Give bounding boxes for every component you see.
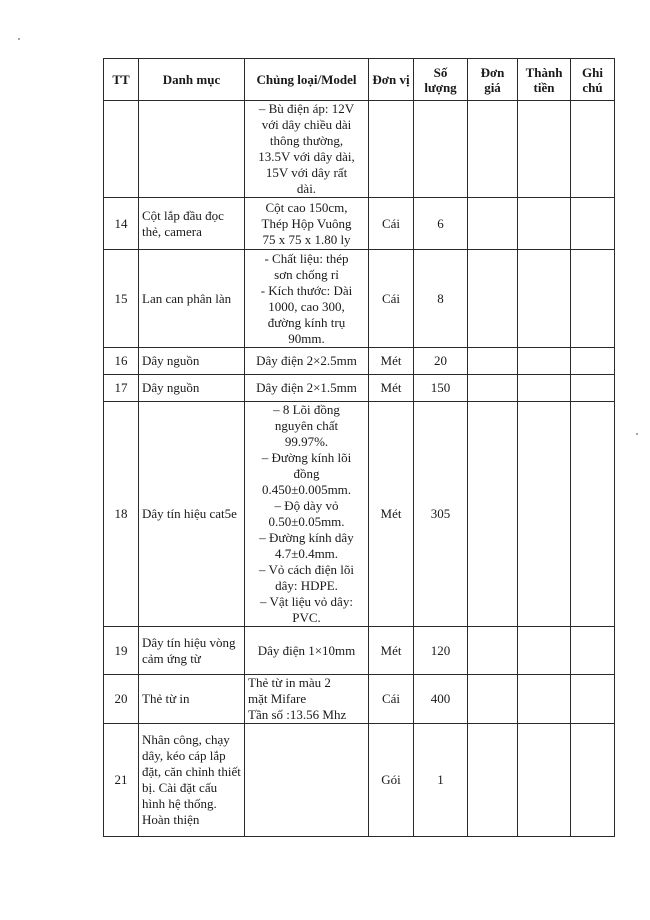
item-model: Dây điện 2×2.5mm [245, 348, 369, 375]
scan-speck [18, 38, 20, 40]
item-unit [369, 101, 414, 198]
item-model [245, 724, 369, 837]
item-model: Dây điện 1×10mm [245, 627, 369, 675]
item-quantity: 1 [414, 724, 468, 837]
item-note [571, 250, 615, 348]
item-unit: Mét [369, 375, 414, 402]
item-note [571, 348, 615, 375]
item-unit-price [468, 375, 518, 402]
item-name: Thẻ từ in [139, 675, 245, 724]
header-ghi-chu: Ghi chú [571, 59, 615, 101]
item-unit: Gói [369, 724, 414, 837]
header-don-gia: Đơn giá [468, 59, 518, 101]
row-number: 20 [104, 675, 139, 724]
row-number: 19 [104, 627, 139, 675]
header-so-luong: Số lượng [414, 59, 468, 101]
item-model: – 8 Lõi đồng nguyên chất 99.97%. – Đường kính lõi đồng 0.450±0.005mm. – Độ dày vỏ 0.50±0.05mm. – Đường kính dây 4.7±0.4mm. – Vỏ cách điện lõi dây: HDPE. – Vật liệu vỏ dây: PVC. [245, 402, 369, 627]
item-quantity: 6 [414, 198, 468, 250]
table-row [104, 348, 615, 375]
item-note [571, 375, 615, 402]
header-tt: TT [104, 59, 139, 101]
item-name: Dây nguồn [139, 375, 245, 402]
table-row [104, 101, 615, 198]
item-note [571, 627, 615, 675]
item-total [518, 348, 571, 375]
row-number: 15 [104, 250, 139, 348]
item-model: Thẻ từ in màu 2 mặt Mifare Tần số :13.56 Mhz [245, 675, 369, 724]
table-row [104, 675, 615, 724]
table-row [104, 724, 615, 837]
item-quantity: 400 [414, 675, 468, 724]
row-number: 17 [104, 375, 139, 402]
item-quantity: 8 [414, 250, 468, 348]
item-unit-price [468, 101, 518, 198]
item-unit: Cái [369, 198, 414, 250]
item-note [571, 675, 615, 724]
header-thanh-tien: Thành tiền [518, 59, 571, 101]
item-unit-price [468, 348, 518, 375]
item-total [518, 675, 571, 724]
scan-speck [636, 433, 638, 435]
header-danh-muc: Danh mục [139, 59, 245, 101]
item-unit-price [468, 250, 518, 348]
item-unit: Mét [369, 402, 414, 627]
item-quantity: 305 [414, 402, 468, 627]
item-quantity [414, 101, 468, 198]
item-unit: Mét [369, 348, 414, 375]
item-note [571, 402, 615, 627]
item-name: Nhân công, chạy dây, kéo cáp lắp đặt, căn chỉnh thiết bị. Cài đặt cấu hình hệ thống. Hoàn thiện [139, 724, 245, 837]
table-row [104, 250, 615, 348]
item-model: Dây điện 2×1.5mm [245, 375, 369, 402]
item-total [518, 250, 571, 348]
row-number: 16 [104, 348, 139, 375]
table-row [104, 627, 615, 675]
item-unit-price [468, 675, 518, 724]
item-quantity: 150 [414, 375, 468, 402]
item-total [518, 101, 571, 198]
row-number: 14 [104, 198, 139, 250]
item-total [518, 402, 571, 627]
row-number: 21 [104, 724, 139, 837]
item-name: Lan can phân làn [139, 250, 245, 348]
item-note [571, 101, 615, 198]
item-total [518, 627, 571, 675]
row-number [104, 101, 139, 198]
item-note [571, 724, 615, 837]
row-number: 18 [104, 402, 139, 627]
item-quantity: 20 [414, 348, 468, 375]
item-note [571, 198, 615, 250]
header-chung-loai: Chủng loại/Model [245, 59, 369, 101]
item-name: Dây nguồn [139, 348, 245, 375]
item-unit-price [468, 627, 518, 675]
header-don-vi: Đơn vị [369, 59, 414, 101]
table-row [104, 198, 615, 250]
item-name [139, 101, 245, 198]
item-model: - Chất liệu: thép sơn chống rỉ - Kích thước: Dài 1000, cao 300, đường kính trụ 90mm. [245, 250, 369, 348]
item-name: Dây tín hiệu cat5e [139, 402, 245, 627]
item-unit: Cái [369, 675, 414, 724]
table-row [104, 402, 615, 627]
item-unit-price [468, 198, 518, 250]
item-name: Dây tín hiệu vòng cảm ứng từ [139, 627, 245, 675]
item-total [518, 375, 571, 402]
item-total [518, 724, 571, 837]
item-total [518, 198, 571, 250]
item-unit-price [468, 724, 518, 837]
equipment-table [103, 58, 615, 837]
item-unit: Mét [369, 627, 414, 675]
item-name: Cột lắp đầu đọc thẻ, camera [139, 198, 245, 250]
item-quantity: 120 [414, 627, 468, 675]
item-model: – Bù điện áp: 12V với dây chiều dài thông thường, 13.5V với dây dài, 15V với dây rất dài. [245, 101, 369, 198]
header-row [104, 59, 615, 101]
item-unit-price [468, 402, 518, 627]
item-model: Cột cao 150cm, Thép Hộp Vuông 75 x 75 x 1.80 ly [245, 198, 369, 250]
item-unit: Cái [369, 250, 414, 348]
table-row [104, 375, 615, 402]
